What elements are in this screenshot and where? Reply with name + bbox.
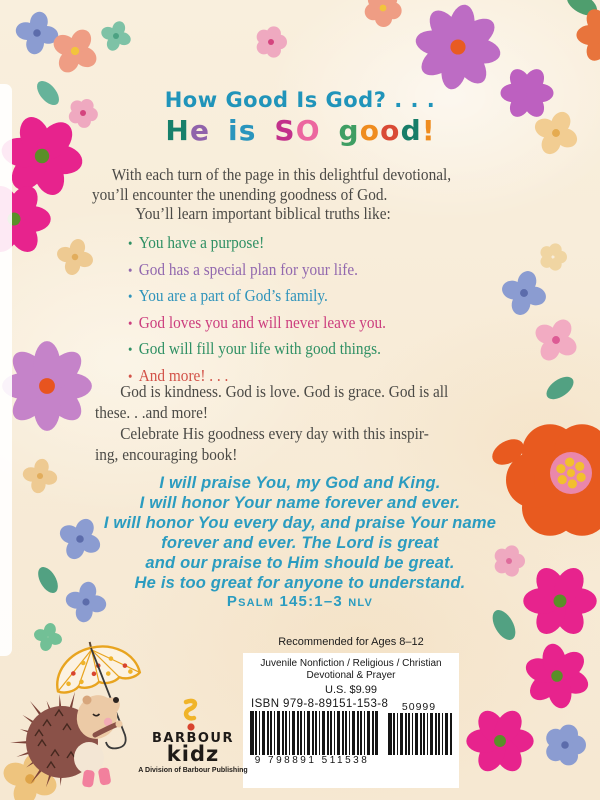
headline-letter: H: [165, 114, 189, 147]
text-line: With each turn of the page in this delightful devotional,: [111, 165, 452, 184]
hedgehog-spikes: [10, 692, 110, 788]
headline-letter: g: [338, 114, 359, 147]
headline-letter: [320, 114, 338, 147]
exclamation-squiggle-icon: [180, 697, 204, 731]
category-line1: Juvenile Nonfiction / Religious / Christian: [260, 658, 442, 669]
flower-d: [414, 3, 503, 92]
bullet-dot: •: [128, 369, 133, 385]
flower-f4: [99, 19, 132, 52]
headline-letter: o: [359, 114, 379, 147]
flower-d: [522, 642, 591, 710]
verse-line: forever and ever. The Lord is great: [161, 534, 439, 552]
text-line: ing, encouraging book!: [95, 445, 238, 464]
flower-f4: [532, 316, 580, 364]
flower-f4: [33, 622, 64, 653]
verse-line: and our praise to Him should be great.: [145, 554, 455, 572]
flower-f4: [0, 749, 60, 800]
bullet-dot: •: [128, 316, 133, 332]
flower-f5: [546, 725, 586, 766]
flower-leaf: [488, 606, 520, 644]
age-recommendation: Recommended for Ages 8–12: [278, 636, 424, 648]
verse-line: I will honor Your name forever and ever.: [139, 494, 461, 512]
text-line: You’ll learn important biblical truths like:: [135, 204, 391, 223]
bullet-item: • God has a special plan for your life.: [128, 259, 358, 279]
isbn-barcode: [250, 711, 378, 755]
bullet-item: • And more! . . .: [128, 365, 229, 385]
flower-f4: [50, 26, 100, 76]
flower-d: [2, 341, 92, 431]
flower-f5: [540, 243, 567, 270]
hedgehog-mascot-illustration: [5, 638, 160, 800]
headline-line1: How Good Is God? . . .: [164, 88, 436, 112]
headline-letter: d: [400, 114, 421, 147]
bullet-dot: •: [128, 263, 133, 279]
flower-leaf: [543, 372, 578, 403]
publisher-division: A Division of Barbour Publishing: [138, 767, 248, 774]
bullet-item: • You are a part of God’s family.: [128, 286, 328, 306]
bullet-item: • God loves you and will never leave you.: [128, 312, 387, 332]
scripture-verse: [40, 473, 560, 593]
headline-letter: e: [190, 114, 210, 147]
headline-letter: s: [238, 114, 256, 147]
truths-bullet-list: [92, 231, 524, 391]
umbrella-icon: [49, 638, 141, 694]
flower-f4: [14, 10, 59, 55]
price: U.S. $9.99: [325, 684, 377, 696]
flower-f5: [257, 26, 287, 57]
verse-line: I will praise You, my God and King.: [159, 474, 441, 492]
headline-letter: o: [380, 114, 400, 147]
verse-line: I will honor You every day, and praise Your name: [103, 514, 497, 532]
bullet-dot: •: [128, 290, 133, 306]
flower-d: [576, 5, 600, 65]
ean-digits: 9 798891 511538: [254, 755, 370, 766]
flower-f5: [365, 0, 402, 27]
text-line: Celebrate His goodness every day with this inspir-: [120, 424, 429, 443]
headline-letter: O: [295, 114, 320, 147]
headline-letter: S: [274, 114, 295, 147]
text-line: God is kindness. God is love. God is grace. God is all: [120, 382, 449, 401]
flower-f4: [55, 237, 94, 276]
bullet-dot: •: [128, 343, 133, 359]
bullet-dot: •: [128, 237, 133, 252]
flower-leaf: [563, 0, 600, 20]
text-line: you’ll encounter the unending goodness of God.: [92, 184, 388, 204]
bullet-item: • God will fill your life with good things.: [128, 339, 381, 359]
price-code: 50999: [401, 701, 437, 713]
publisher-imprint: kidz: [166, 742, 220, 766]
headline-letter: [256, 114, 274, 147]
flower-d: [466, 706, 533, 776]
intro-paragraph: [92, 165, 524, 224]
publisher-name: BARBOUR: [151, 731, 234, 746]
verse-citation: Psalm 145:1–3 nlv: [226, 593, 374, 610]
isbn-label: ISBN 979-8-89151-153-8: [251, 698, 389, 710]
page-edge-highlight: [0, 84, 12, 656]
headline-letter: i: [227, 114, 238, 147]
verse-line: He is too great for anyone to understand.: [134, 574, 466, 592]
headline-line2: [0, 116, 600, 145]
bullet-item: • You have a purpose!: [128, 233, 265, 252]
headline-letter: !: [421, 114, 435, 147]
barcode-panel: [243, 653, 459, 788]
closing-paragraph: [95, 381, 527, 465]
text-line: these. . .and more!: [95, 403, 209, 422]
category-line2: Devotional & Prayer: [306, 670, 396, 681]
price-barcode: [388, 713, 452, 755]
headline-letter: [210, 114, 228, 147]
